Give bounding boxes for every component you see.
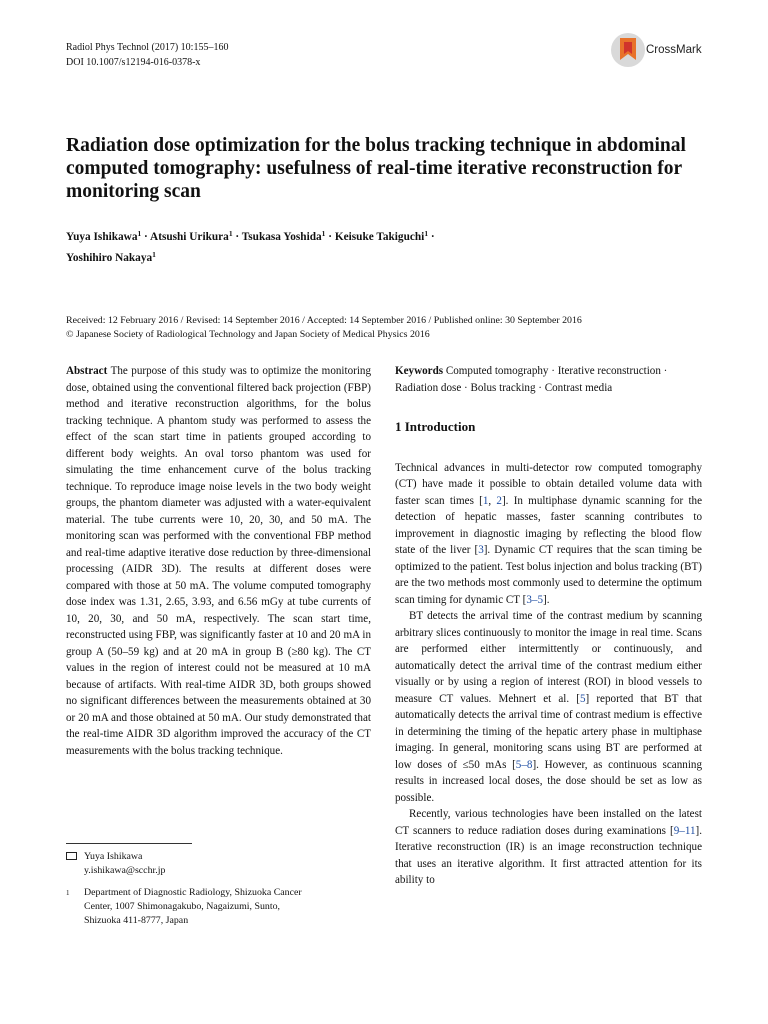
corresponding-author [66,850,165,878]
history-dates: Received: 12 February 2016 / Revised: 14 September 2016 / Accepted: 14 September 2016 / Published online: 30 September 2016 [66,315,582,326]
citation-link[interactable]: 9–11 [673,824,696,837]
abstract-text: The purpose of this study was to optimize the monitoring dose, obtained using the conventional filtered back projection (FBP) method and iterative reconstruction algorithms, for the bolus tracking technique. A phantom study was performed to assess the effect of the scan start time in patients grouped according to different body weights. An oval torso phantom was used for simulating the time enhancement curve of the bolus tracking technique. To reproduce image noise levels in the two body weight groups, the phantom diameter was adjusted with a water-equivalent material. The tube currents were 10, 20, 30, and 50 mA. The monitoring scan was performed with the conventional FBP method and real-time adaptive iterative dose reduction by three-dimensional processing (AIDR 3D). The results at different doses were compared with those at 50 mA. The volume computed tomography dose index was 1.31, 2.65, 3.93, and 6.56 mGy at tube currents of 10, 20, 30, and 50 mA, respectively. The scan start time, reconstructed using FBP, was significantly faster at 10 and 20 mA in group A (50–59 kg) and at 20 mA in group B (≥80 kg). The CT values in the region of interest could not be measured at 10 mA because of artifacts. With real-time AIDR 3D, both groups showed no significant differences between the measurements obtained at 30 or 20 mA and those obtained at 50 mA. Our study demonstrated that the real-time AIDR 3D algorithm improved the accuracy of the CT measurements with the bolus tracking technique. [66,365,371,757]
author[interactable]: Yuya Ishikawa$^1$ · [66,229,151,243]
abstract-label: Abstract [66,365,108,377]
affiliation-line: Center, 1007 Shimonagakubo, Nagaizumi, Sunto, [84,901,280,912]
citation-link[interactable]: 2 [496,494,502,507]
citation-link[interactable]: 5–8 [515,758,533,771]
author[interactable]: Atsushi Urikura$^1$ · [150,229,242,243]
citation-link[interactable]: 1 [482,494,489,507]
crossmark-label: CrossMark [646,44,702,56]
affiliation-line: Shizuoka 411-8777, Japan [84,915,189,926]
journal-header [66,40,228,70]
author[interactable]: Tsukasa Yoshida$^1$ · [241,229,335,243]
keywords-label: Keywords [395,365,444,377]
author-list [66,225,706,267]
affiliation-mark: 1 [66,889,70,897]
doi[interactable]: DOI 10.1007/s12194-016-0378-x [66,57,201,68]
section-heading: 1 Introduction [395,419,476,434]
envelope-icon [66,852,77,860]
footnote-divider [66,843,192,844]
author[interactable]: Keisuke Takiguchi$^1$ · [334,229,435,243]
paper-title: Radiation dose optimization for the bolus tracking technique in abdominal computed tomography: usefulness of real-time iterative reconstruction for monitoring scan [66,135,686,202]
intro-paragraph-2: BT detects the arrival time of the contrast medium by scanning arbitrary slices continuously to monitor the image in real time. Scans are performed either intermittently or continuously, and automatically detect the arrival time of the contrast medium either visually or by using a region of interest (ROI) in blood vessels to measure CT values. Mehnert et al. [5] reported that BT that automatically detects the arrival time of contrast medium is effective in determining the timing of the hepatic artery phase in multiphase imaging. In general, monitoring scans using BT are performed at low doses of ≤50 mAs [5–8]. However, as continuous scanning results in increased local doses, the dose should be set as low as possible. [395,610,702,804]
contact-name: Yuya Ishikawa [84,851,143,862]
journal-citation: Radiol Phys Technol (2017) 10:155–160 [66,42,229,53]
citation-link[interactable]: 3–5 [526,593,543,606]
copyright: © Japanese Society of Radiological Technology and Japan Society of Medical Physics 2016 [66,329,430,340]
contact-email[interactable]: y.ishikawa@scchr.jp [84,865,166,876]
intro-paragraph-1: Technical advances in multi-detector row computed tomography (CT) have made it possible to obtain detailed volume data with faster scan times [1, 2]. In multiphase dynamic scanning for the detection of hepatic masses, faster scanning contributes to improvement in diagnostic imaging by reflecting the blood flow state of the liver [3]. Dynamic CT requires that the scan timing be optimized to the patient. Test bolus injection and bolus tracking (BT) are the two methods most commonly used to determine the optimum scan timing for dynamic CT [3–5]. [395,461,703,606]
citation-link[interactable]: 5 [579,692,586,705]
affiliation [66,886,302,928]
author[interactable]: Yoshihiro Nakaya$^1$ [66,250,156,264]
citation-link[interactable]: 3 [478,544,484,556]
abstract [66,363,371,759]
publication-history [66,314,706,342]
left-column [66,363,371,759]
keywords [395,363,702,396]
right-column [395,363,702,889]
affiliation-line: Department of Diagnostic Radiology, Shizuoka Cancer [84,887,302,898]
intro-paragraph-3: Recently, various technologies have been installed on the latest CT scanners to reduce radiation doses during examinations [9–11]. Iterative reconstruction (IR) is an image reconstruction technique that uses an iterative algorithm. It first attracted attention for its ability to [395,808,702,886]
keywords-text: Computed tomography · Iterative reconstruction · Radiation dose · Bolus tracking · Contrast media [395,365,668,394]
